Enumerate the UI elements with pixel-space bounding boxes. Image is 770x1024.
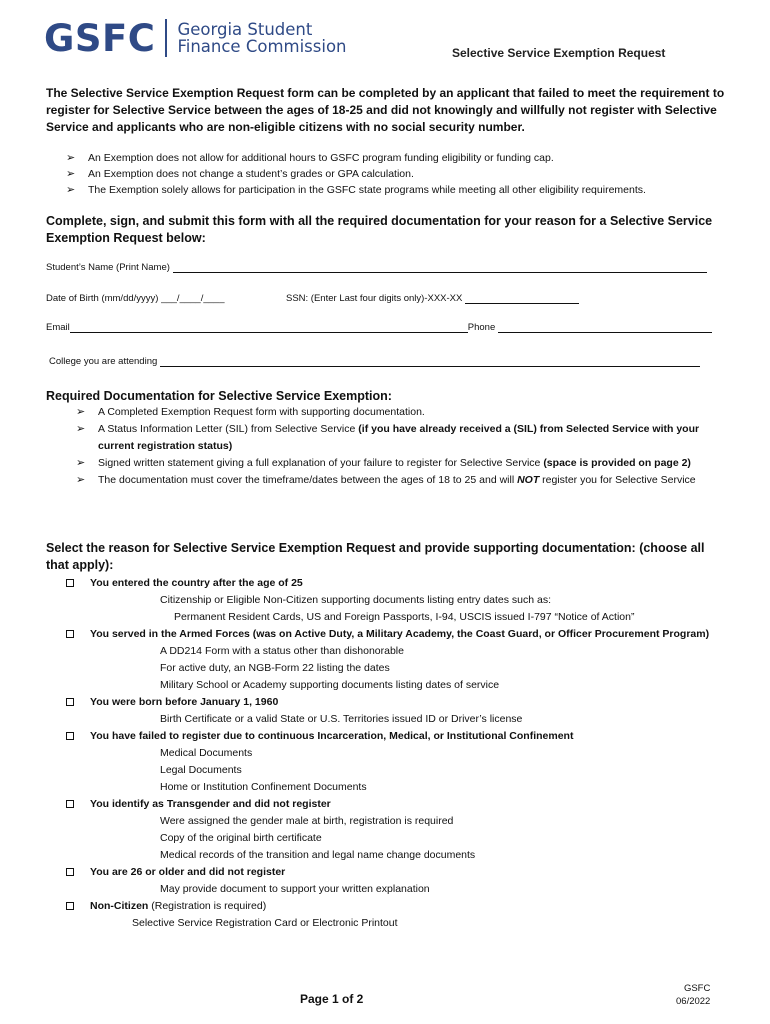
reasons-title: Select the reason for Selective Service Exemption Request and provide supporting documentation: (choose all that apply): [46,541,705,572]
form-code-date: 06/2022 [676,996,711,1007]
college-field[interactable] [49,356,700,367]
logo-mark: GSFC [44,16,156,60]
reason-doc: May provide document to support your written explanation [160,883,430,895]
reason-confinement: You have failed to register due to continuous Incarceration, Medical, or Institutional Confinement Medical Documents Legal Documents Home or Institution Confinement Documents [66,728,736,796]
reason-doc: Selective Service Registration Card or Electronic Printout [132,917,398,929]
reason-doc: A DD214 Form with a status other than dishonorable [160,645,404,657]
required-docs-list [76,404,726,489]
ssn-label: SSN: (Enter Last four digits only)-XXX-XX [286,293,463,304]
email-label: Email [46,322,70,333]
required-doc-item: ➢ Signed written statement giving a full explanation of your failure to register for Selective Service (space is provided on page 2) [76,455,726,472]
dob-label: Date of Birth (mm/dd/yyyy) ___/____/____ [46,293,225,304]
checkbox[interactable] [66,579,74,587]
required-doc-item: ➢ The documentation must cover the timeframe/dates between the ages of 18 to 25 and will NOT register you for Selective Service [76,472,726,489]
arrow-bullet-icon: ➢ [76,474,86,486]
gsfc-logo [44,16,347,60]
student-name-label: Student’s Name (Print Name) [46,262,170,273]
reason-doc: Birth Certificate or a valid State or U.S. Territories issued ID or Driver’s license [160,713,523,725]
arrow-bullet-icon: ➢ [66,168,76,180]
reason-doc: Citizenship or Eligible Non-Citizen supporting documents listing entry dates such as: [160,594,552,606]
phone-label: Phone [467,322,496,333]
ssn-line[interactable] [465,293,579,304]
checkbox[interactable] [66,902,74,910]
reason-doc: Were assigned the gender male at birth, registration is required [160,815,454,827]
reason-born-before-1960: You were born before January 1, 1960 Birth Certificate or a valid State or U.S. Territories issued ID or Driver’s license [66,694,736,728]
email-line[interactable] [70,322,468,333]
reason-entered-after-25: You entered the country after the age of 25 Citizenship or Eligible Non-Citizen supporting documents listing entry dates such as: Permanent Resident Cards, US and Foreign Passports, I-94, USCIS issued I-797 “Notice of Action” [66,575,736,626]
required-docs-title: Required Documentation for Selective Service Exemption: [46,389,392,403]
reason-doc: For active duty, an NGB-Form 22 listing the dates [160,662,390,674]
reason-doc: Permanent Resident Cards, US and Foreign Passports, I-94, USCIS issued I-797 “Notice of Action” [174,611,635,623]
form-code-name: GSFC [683,983,711,994]
checkbox[interactable] [66,800,74,808]
dob-field[interactable] [46,293,224,304]
required-doc-item: ➢ A Completed Exemption Request form with supporting documentation. [76,404,726,421]
intro-paragraph: The Selective Service Exemption Request form can be completed by an applicant that failed to meet the requirement to register for Selective Service between the ages of 18-25 and did not knowingly and willfully not register with Selective Service and applicants who are non-eligible citizens with no social security number. [46,86,725,134]
reason-doc: Medical records of the transition and legal name change documents [160,849,476,861]
form-title: Selective Service Exemption Request [452,46,666,60]
logo-divider [165,19,167,57]
reason-26-or-older: You are 26 or older and did not register May provide document to support your written explanation [66,864,736,898]
checkbox[interactable] [66,868,74,876]
logo-line-2: Finance Commission [177,37,347,56]
logo-line-1: Georgia Student [177,20,313,39]
checkbox[interactable] [66,732,74,740]
ssn-field[interactable] [286,293,579,304]
reason-armed-forces: You served in the Armed Forces (was on Active Duty, a Military Academy, the Coast Guard, or Officer Procurement Program) A DD214 Form with a status other than dishonorable For active duty, an NGB-Form 22 listing the dates Military School or Academy supporting documents listing dates of service [66,626,736,694]
reasons-list [66,575,736,932]
instructions-heading: Complete, sign, and submit this form with all the required documentation for your reason for a Selective Service Exemption Request below: [46,214,713,245]
student-name-field[interactable] [46,262,707,273]
note-item: ➢ An Exemption does not allow for additional hours to GSFC program funding eligibility or funding cap. [66,152,554,164]
arrow-bullet-icon: ➢ [76,423,86,435]
arrow-bullet-icon: ➢ [66,152,76,164]
required-doc-item: ➢ A Status Information Letter (SIL) from Selective Service (if you have already received a (SIL) from Selected Service with your current registration status) [76,423,700,452]
college-line[interactable] [160,356,700,367]
reason-doc: Copy of the original birth certificate [160,832,322,844]
checkbox[interactable] [66,698,74,706]
arrow-bullet-icon: ➢ [66,184,76,196]
reason-non-citizen: Non-Citizen (Registration is required) Selective Service Registration Card or Electronic Printout [66,898,736,932]
arrow-bullet-icon: ➢ [76,457,86,469]
form-code [676,982,710,1008]
reason-doc: Medical Documents [160,747,253,759]
checkbox[interactable] [66,630,74,638]
arrow-bullet-icon: ➢ [76,406,86,418]
reason-doc: Legal Documents [160,764,242,776]
college-label: College you are attending [49,356,158,367]
note-item: ➢ The Exemption solely allows for participation in the GSFC state programs while meeting all other eligibility requirements. [66,184,646,196]
reason-transgender: You identify as Transgender and did not register Were assigned the gender male at birth, registration is required Copy of the original birth certificate Medical records of the transition and legal name change documents [66,796,736,864]
reason-doc: Military School or Academy supporting documents listing dates of service [160,679,500,691]
phone-line[interactable] [498,322,712,333]
email-field[interactable] [46,322,712,333]
notes-list [66,150,646,198]
logo-name [177,21,346,55]
reason-doc: Home or Institution Confinement Documents [160,781,367,793]
student-name-line[interactable] [173,262,707,273]
page-number: Page 1 of 2 [300,992,364,1006]
note-item: ➢ An Exemption does not change a student’s grades or GPA calculation. [66,168,414,180]
